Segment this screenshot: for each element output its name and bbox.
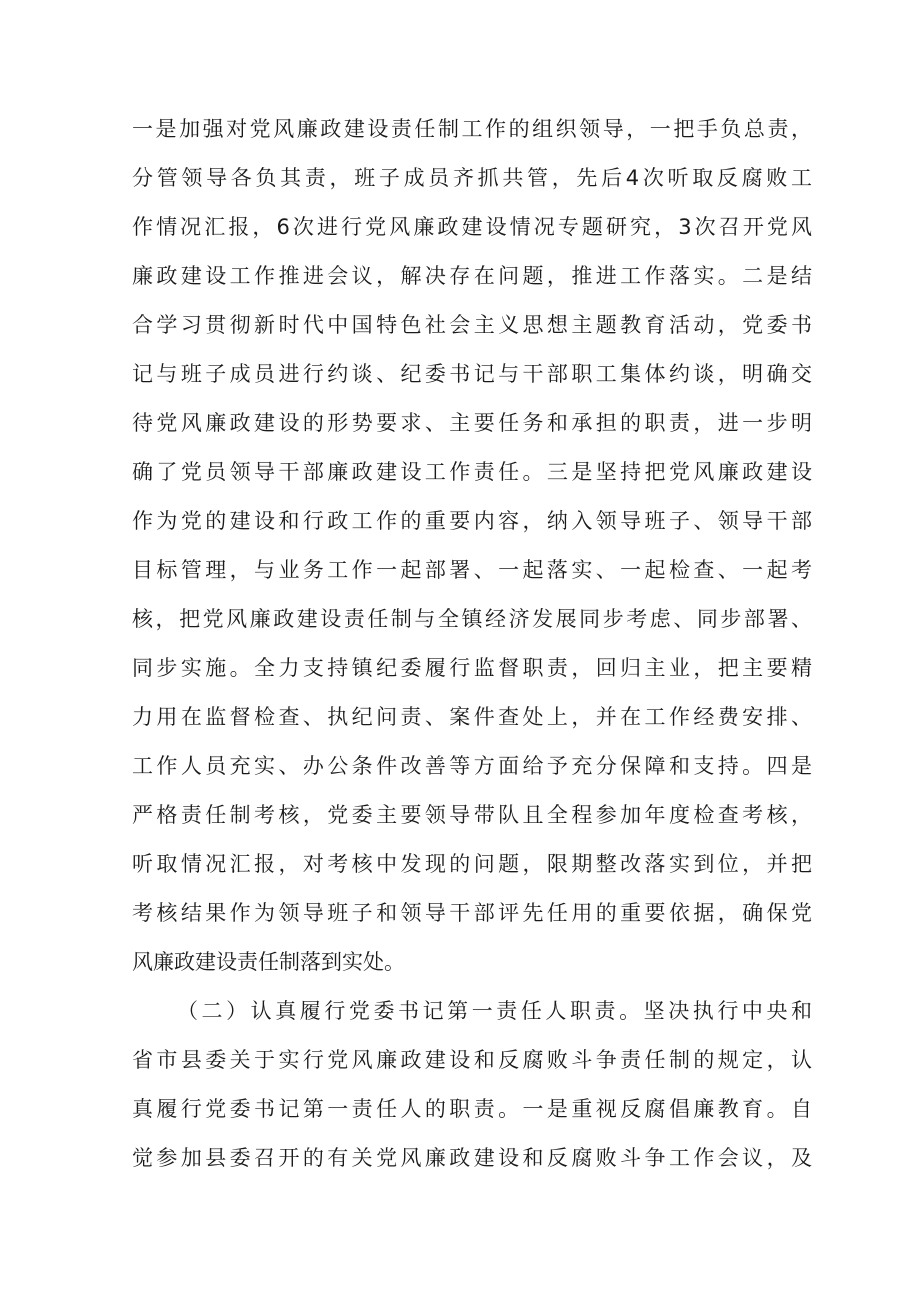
text-line: 待党风廉政建设的形势要求、主要任务和承担的职责，进一步明 (132, 411, 812, 435)
text-line: 考核结果作为领导班子和领导干部评先任用的重要依据，确保党 (132, 901, 812, 925)
text-line: 省市县委关于实行党风廉政建设和反腐败斗争责任制的规定，认 (132, 1048, 812, 1072)
text-line: 作为党的建设和行政工作的重要内容，纳入领导班子、领导干部 (132, 509, 812, 533)
text-line: 同步实施。全力支持镇纪委履行监督职责，回归主业，把主要精 (132, 656, 812, 680)
section-heading-line: （二）认真履行党委书记第一责任人职责。坚决执行中央和 (177, 999, 812, 1023)
text-line: 工作人员充实、办公条件改善等方面给予充分保障和支持。四是 (132, 754, 812, 778)
text-line: 作情况汇报，6次进行党风廉政建设情况专题研究，3次召开党风 (132, 215, 812, 239)
text-line: 目标管理，与业务工作一起部署、一起落实、一起检查、一起考 (132, 558, 812, 582)
text-line: 分管领导各负其责，班子成员齐抓共管，先后4次听取反腐败工 (132, 166, 812, 190)
text-line: 确了党员领导干部廉政建设工作责任。三是坚持把党风廉政建设 (132, 460, 812, 484)
text-line: 严格责任制考核，党委主要领导带队且全程参加年度检查考核， (132, 803, 812, 827)
text-line: 觉参加县委召开的有关党风廉政建设和反腐败斗争工作会议，及 (132, 1146, 812, 1170)
text-line: 风廉政建设责任制落到实处。 (132, 950, 405, 974)
text-line: 听取情况汇报，对考核中发现的问题，限期整改落实到位，并把 (132, 852, 812, 876)
text-line: 合学习贯彻新时代中国特色社会主义思想主题教育活动，党委书 (132, 313, 812, 337)
text-line: 核，把党风廉政建设责任制与全镇经济发展同步考虑、同步部署、 (132, 607, 812, 631)
text-line: 廉政建设工作推进会议，解决存在问题，推进工作落实。二是结 (132, 264, 812, 288)
text-line: 真履行党委书记第一责任人的职责。一是重视反腐倡廉教育。自 (132, 1097, 812, 1121)
text-line: 力用在监督检查、执纪问责、案件查处上，并在工作经费安排、 (132, 705, 812, 729)
text-line: 记与班子成员进行约谈、纪委书记与干部职工集体约谈，明确交 (132, 362, 812, 386)
text-line: 一是加强对党风廉政建设责任制工作的组织领导，一把手负总责， (132, 117, 812, 141)
